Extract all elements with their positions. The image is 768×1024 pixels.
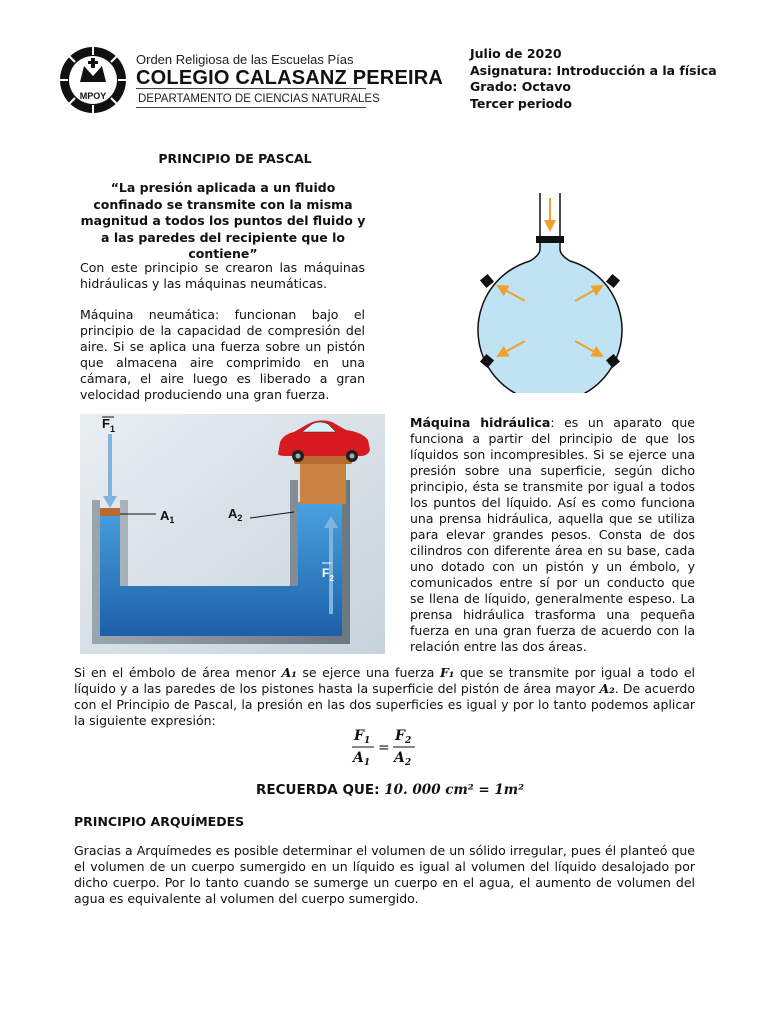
header-divider: [136, 88, 366, 89]
document-meta: [470, 46, 717, 112]
hydraulic-label: Máquina hidráulica: [410, 415, 551, 430]
svg-text:A2: [392, 750, 411, 768]
math-a1: A₁: [281, 665, 297, 680]
eq-denominator-1-sub: 1: [363, 758, 371, 768]
expression-text: que se transmite por igual a todo el líquido y a las paredes de los pistones hasta la superficie del pistón de área mayor: [74, 665, 695, 696]
pascal-equation: [350, 726, 470, 768]
a1-subscript: 1: [169, 515, 175, 525]
a2-subscript: 2: [237, 513, 243, 523]
doc-date: Julio de 2020: [470, 46, 562, 61]
f1-label: F: [102, 416, 110, 431]
pascal-quote: “La presión aplicada a un fluido confinado se transmite con la misma magnitud a todos los puntos del fluido y a las paredes del recipiente que lo contiene”: [80, 180, 366, 261]
pneumatic-paragraph: Máquina neumática: funcionan bajo el principio de la capacidad de compresión del aire. Si se aplica una fuerza sobre un pistón que almacena aire comprimido en una cámara, el aire luego es liberado a gran velocidad produciendo una gran fuerza.: [80, 307, 365, 402]
f2-label: F: [322, 566, 330, 580]
eq-numerator-1: F: [354, 728, 364, 744]
a2-label: A: [228, 506, 238, 521]
school-logo: [58, 44, 128, 116]
hydraulic-text: : es un aparato que funciona a partir del principio de que los líquidos son incompresibles. Si se ejerce una presión sobre una superficie, según dicho principio, ésta se transmite por igual a todos los puntos del líquido. Así es como funciona una prensa hidráulica, aquella que se utiliza para elevar grandes pesos. Consta de dos cilindros con diferente área en su base, cada uno dotado con un pistón y un émbolo, y comunicados entre sí por un conducto que se llena de líquido, generalmente espeso. La prensa hidráulica trasforma una pequeña fuerza en una gran fuerza de acuerdo con la relación entre las dos áreas.: [410, 415, 695, 654]
svg-text:A1: [351, 750, 370, 768]
section-title-pascal: PRINCIPIO DE PASCAL: [158, 151, 312, 166]
hydraulic-paragraph: [410, 415, 695, 655]
remember-note: [256, 782, 524, 798]
school-name: COLEGIO CALASANZ PEREIRA: [136, 67, 444, 89]
pascal-intro: Con este principio se crearon las máquinas hidráulicas y las máquinas neumáticas.: [80, 260, 365, 291]
math-f1: F₁: [439, 665, 455, 680]
expression-text: . De acuerdo con el Principio de Pascal, la presión en las dos superficies es igual y por lo tanto podemos aplicar la siguiente expresión:: [74, 681, 695, 728]
remember-expression: 10. 000 cm² = 1m²: [384, 782, 525, 798]
doc-subject: Asignatura: Introducción a la física: [470, 62, 717, 78]
svg-text:F1: [353, 728, 370, 746]
eq-numerator-1-sub: 1: [363, 736, 371, 746]
expression-text: se ejerce una fuerza: [296, 665, 440, 680]
expression-paragraph: [74, 665, 695, 729]
eq-denominator-2: A: [394, 750, 405, 766]
math-a2: A₂: [599, 681, 615, 696]
eq-numerator-2: F: [395, 728, 405, 744]
logo-text: MPOY: [79, 91, 107, 101]
header-divider: [136, 107, 366, 108]
eq-equals: =: [378, 740, 390, 756]
remember-label: RECUERDA QUE:: [256, 782, 385, 798]
expression-text: Si en el émbolo de área menor: [74, 665, 282, 680]
doc-grade: Grado: Octavo: [470, 79, 571, 94]
pascal-vessel-diagram: [470, 193, 630, 393]
eq-denominator-2-sub: 2: [404, 758, 412, 768]
department: DEPARTAMENTO DE CIENCIAS NATURALES: [138, 93, 380, 105]
f2-subscript: 2: [329, 574, 334, 583]
svg-text:F2: [394, 728, 411, 746]
section-title-archimedes: PRINCIPIO ARQUÍMEDES: [74, 814, 245, 829]
org-line: Orden Religiosa de las Escuelas Pías: [136, 52, 354, 67]
doc-period: Tercer periodo: [470, 95, 572, 111]
eq-denominator-1: A: [353, 750, 364, 766]
eq-numerator-2-sub: 2: [404, 736, 412, 746]
archimedes-paragraph: Gracias a Arquímedes es posible determinar el volumen de un sólido irregular, pues él planteó que el volumen de un cuerpo sumergido en un líquido es igual al volumen del líquido desalojado por dicho cuerpo. Por lo tanto cuando se sumerge un cuerpo en el agua, el aumento de volumen del agua es equivalente al volumen del cuerpo sumergido.: [74, 843, 695, 906]
a1-label: A: [160, 508, 170, 523]
f1-subscript: 1: [109, 424, 115, 434]
hydraulic-press-diagram: [80, 414, 385, 654]
